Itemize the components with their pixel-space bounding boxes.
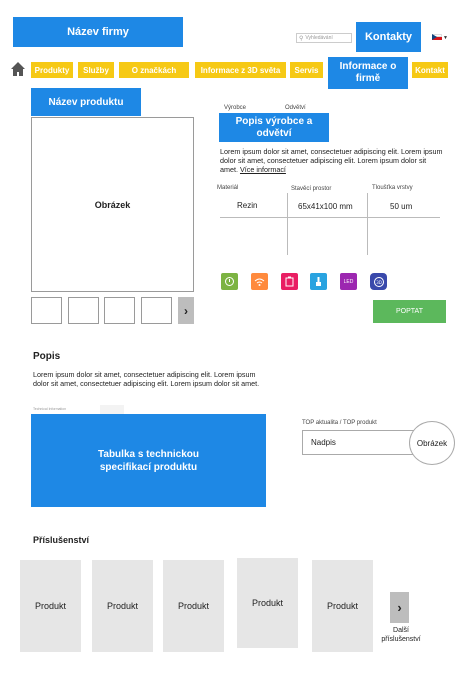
wifi-icon [251,273,268,290]
product-description-text: Lorem ipsum dolor sit amet, consectetuer adipiscing elit. Lorem ipsum dolor sit amet, consectetuer adipiscing elit. Lorem ipsum dolor sit amet. [220,147,443,175]
search-input[interactable] [296,33,352,43]
top-news-caption: TOP aktualita / TOP produkt [302,420,377,426]
accessory-card-label: Produkt [177,601,210,611]
thumbnail[interactable] [141,297,172,324]
search-icon: ⚲ [299,35,304,42]
accessory-card-label: Produkt [251,598,284,608]
industry-label: Odvětví [285,105,306,111]
manufacturer-label: Výrobce [224,105,247,111]
more-info-link[interactable]: Více informací [239,165,286,175]
inquiry-button[interactable] [373,300,446,323]
nav-item-kontakt[interactable]: Kontakt [412,62,448,78]
top-news-box[interactable] [302,430,417,455]
cartridge-icon [281,273,298,290]
chevron-right-icon: › [184,303,188,318]
spec-value-build-volume: 65x41x100 mm [298,202,353,211]
more-accessories-label[interactable]: Další příslušenství [381,627,421,643]
top-news-image[interactable] [409,421,455,465]
nav-item-o-znackach[interactable]: O značkách [119,62,189,78]
manufacturer-description: Popis výrobce a odvětví [219,113,329,142]
spec-divider [220,217,440,218]
top-news-title: Nadpis [311,438,336,447]
touch-icon [310,273,327,290]
accessories-next-button[interactable] [390,592,409,623]
safety-icon [221,273,238,290]
spec-value-material: Rezin [237,201,258,210]
thumbnail[interactable] [68,297,99,324]
spec-header-build-volume: Stavěcí prostor [291,186,332,192]
3d-icon [370,273,387,290]
spec-value-layer-thickness: 50 um [390,202,413,211]
nav-item-produkty[interactable]: Produkty [31,62,73,78]
thumbnail[interactable] [104,297,135,324]
spec-header-material: Materiál [217,185,239,191]
nav-item-informace-3d[interactable]: Informace z 3D světa [195,62,286,78]
spec-divider [367,193,368,255]
tech-spec-table[interactable] [31,414,266,507]
chevron-down-icon[interactable]: ▼ [443,35,448,41]
accessory-card-label: Produkt [34,601,67,611]
accessory-card[interactable] [20,560,81,652]
accessory-card-label: Produkt [326,601,359,611]
accessory-card[interactable] [237,558,298,648]
company-name[interactable]: Název firmy [13,17,183,47]
description-heading: Popis [33,351,61,362]
tech-info-caption: Technical Information [33,407,67,411]
tech-spec-table-label: Tabulka s technickou specifikací produktu [98,448,199,473]
nav-item-informace-o-firme[interactable] [328,57,408,89]
contacts-button[interactable]: Kontakty [356,22,421,52]
accessory-card[interactable] [312,560,373,652]
search-placeholder: Vyhledávání [305,35,333,41]
accessory-card-label: Produkt [106,601,139,611]
spec-divider [287,193,288,255]
chevron-right-icon: › [397,600,402,615]
home-icon[interactable] [10,61,26,77]
thumbnail-next-button[interactable] [178,297,194,324]
cz-flag-icon[interactable] [432,34,442,40]
product-name: Název produktu [31,88,141,116]
nav-item-sluzby[interactable]: Služby [78,62,114,78]
nav-item-informace-o-firme-label: Informace o firmě [339,61,397,84]
top-news-image-label: Obrázek [416,438,448,448]
thumbnail[interactable] [31,297,62,324]
svg-text:3D: 3D [375,279,382,285]
inquiry-button-label: POPTAT [396,308,423,315]
led-icon: LED [340,273,357,290]
product-image[interactable] [31,117,194,292]
accessories-heading: Příslušenství [33,535,90,545]
description-text: Lorem ipsum dolor sit amet, consectetuer adipiscing elit. Lorem ipsum dolor sit amet, consectetuer adipiscing elit. Lorem ipsum dolor sit amet. [33,370,260,389]
accessory-card[interactable] [163,560,224,652]
accessory-card[interactable] [92,560,153,652]
product-image-label: Obrázek [94,199,131,210]
nav-item-servis[interactable]: Servis [290,62,323,78]
spec-header-layer-thickness: Tloušťka vrstvy [372,185,413,191]
product-description [220,147,445,175]
